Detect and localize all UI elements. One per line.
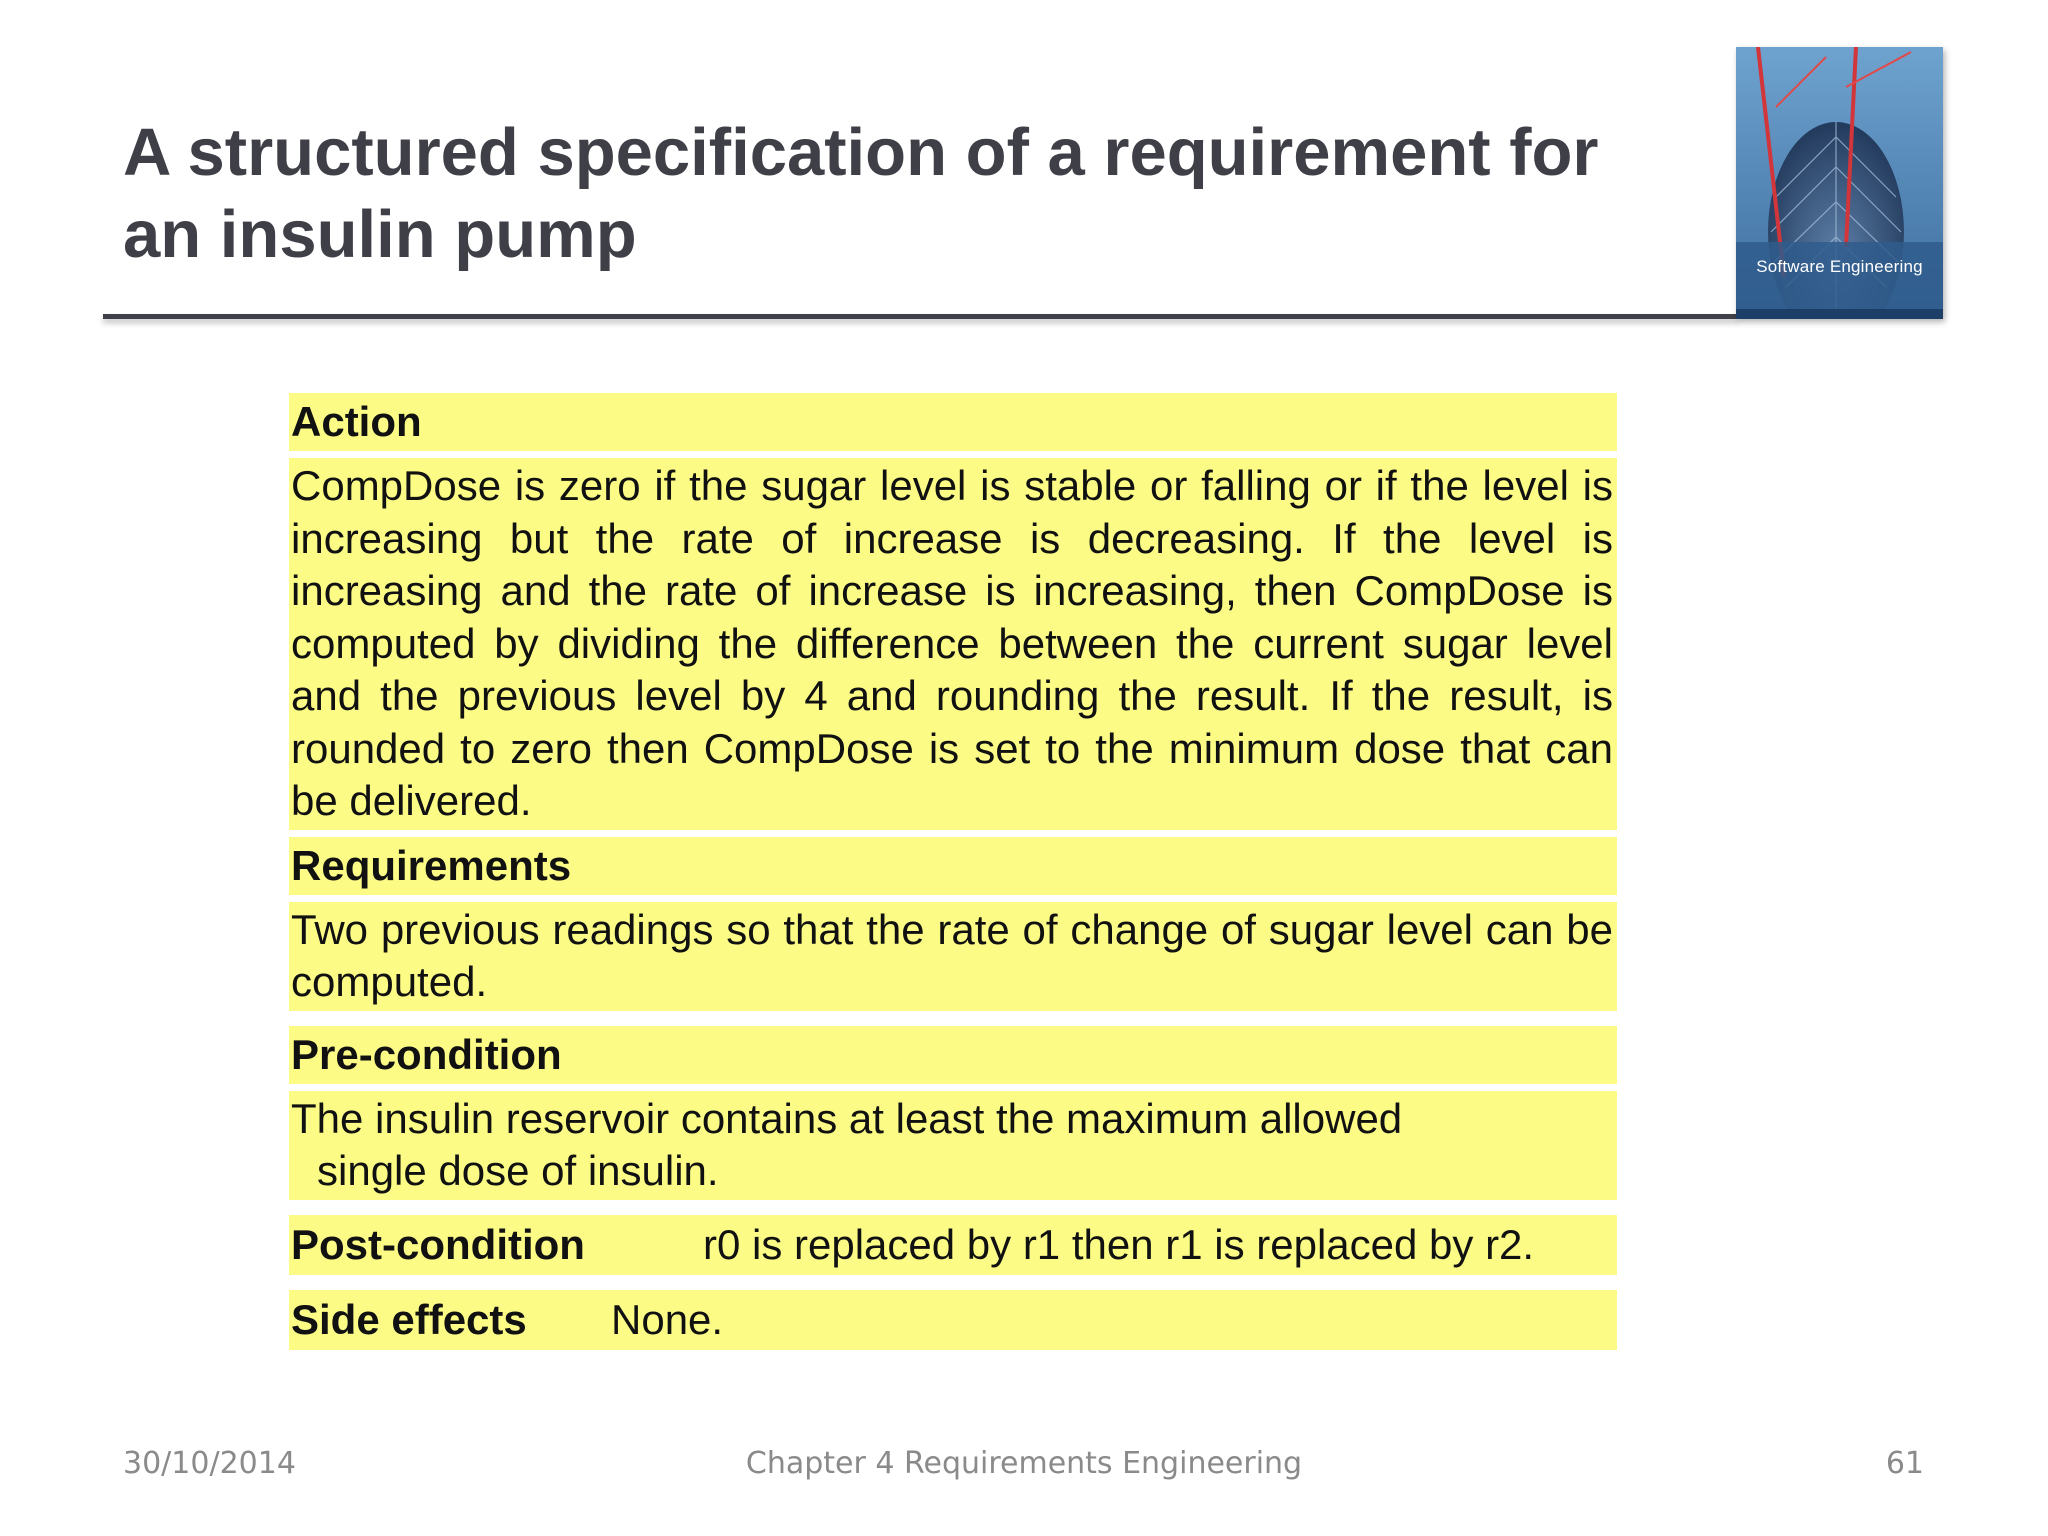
requirements-text: Two previous readings so that the rate of change of sugar level can be computed. bbox=[289, 902, 1617, 1011]
footer-page-number: 61 bbox=[1885, 1446, 1924, 1481]
precondition-text-line-2: single dose of insulin. bbox=[317, 1147, 719, 1194]
slide-title-line-2: an insulin pump bbox=[123, 197, 637, 272]
action-heading: Action bbox=[289, 393, 1617, 451]
book-cover-title: Software Engineering bbox=[1756, 257, 1923, 276]
side-effects-row bbox=[289, 1290, 1617, 1350]
postcondition-text: r0 is replaced by r1 then r1 is replaced by r2. bbox=[703, 1220, 1535, 1268]
precondition-heading: Pre-condition bbox=[289, 1026, 1617, 1084]
precondition-text-line-1: The insulin reservoir contains at least the maximum allowed bbox=[291, 1094, 1403, 1142]
postcondition-row bbox=[289, 1215, 1617, 1275]
postcondition-label: Post-condition bbox=[291, 1220, 585, 1268]
requirement-spec-table bbox=[289, 393, 1617, 1350]
requirements-heading: Requirements bbox=[289, 837, 1617, 895]
side-effects-text: None. bbox=[611, 1295, 724, 1343]
title-divider bbox=[103, 314, 1739, 319]
slide-title-line-1: A structured specification of a requirement for bbox=[123, 115, 1599, 190]
slide-title bbox=[123, 112, 1683, 276]
side-effects-label: Side effects bbox=[291, 1295, 527, 1343]
precondition-text bbox=[289, 1091, 1617, 1200]
footer-date: 30/10/2014 bbox=[123, 1446, 296, 1481]
book-cover-art bbox=[1736, 47, 1943, 319]
book-cover-image bbox=[1736, 47, 1943, 319]
action-text: CompDose is zero if the sugar level is stable or falling or if the level is increasing but the rate of increase is decreasing. If the level is increasing and the rate of increase is increasing, then CompDose is computed by dividing the difference between the current sugar level and the previous level by 4 and rounding the result. If the result, is rounded to zero then CompDose is set to the minimum dose that can be delivered. bbox=[289, 458, 1617, 830]
footer-chapter: Chapter 4 Requirements Engineering bbox=[745, 1446, 1303, 1481]
